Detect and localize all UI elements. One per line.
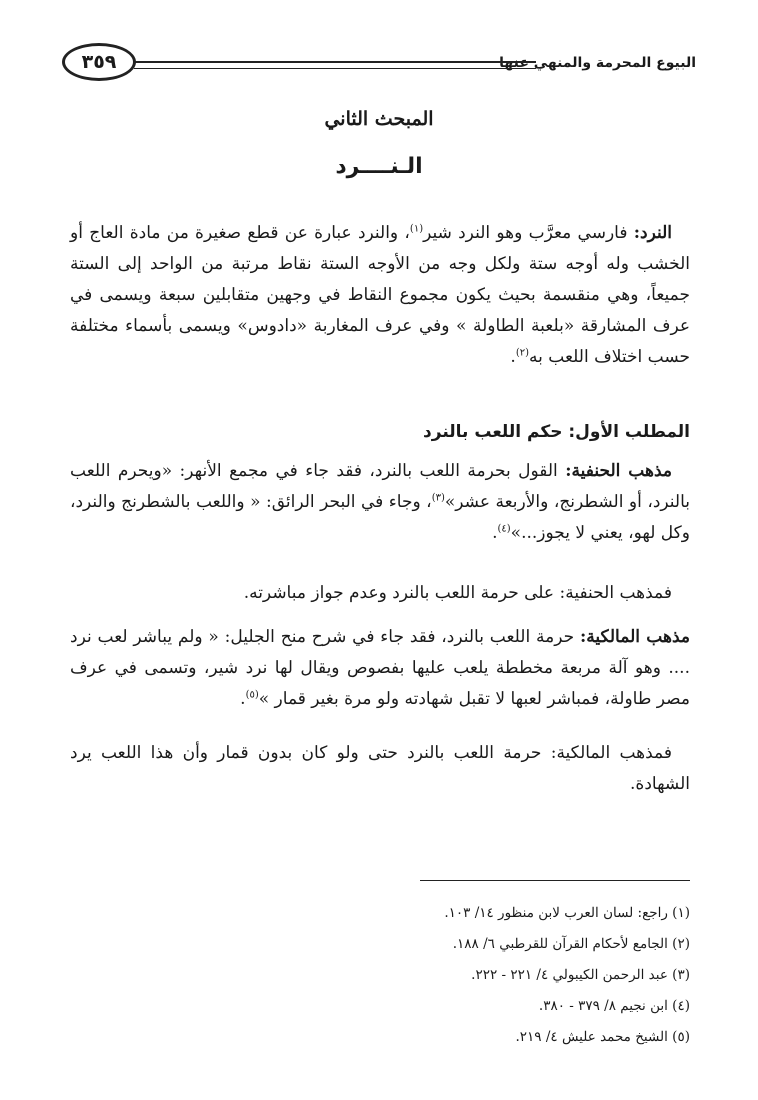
- footnote-ref-2: (٢): [515, 347, 530, 359]
- footnote-item: (٤) ابن نجيم ٨/ ٣٧٩ - ٣٨٠.: [538, 998, 690, 1014]
- footnote-item: (١) راجع: لسان العرب لابن منظور ١٤/ ١٠٣.: [444, 905, 690, 921]
- running-header: [62, 40, 696, 80]
- hanafi-lead: مذهب الحنفية:: [565, 461, 672, 481]
- maliki-summary: فمذهب المالكية: حرمة اللعب بالنرد حتى ولو كان بدون قمار وأن هذا اللعب يرد الشهادة.: [70, 743, 690, 794]
- section-heading: الـنــــرد: [335, 154, 423, 179]
- footnote-separator: [420, 880, 690, 881]
- intro-text-c: .: [510, 347, 516, 367]
- intro-paragraph: [70, 218, 690, 373]
- hanafi-text-a: القول بحرمة اللعب بالنرد، فقد جاء في مجمع الأنهر: «ويحرم اللعب بالنرد، أو الشطرنج، والأربعة عشر»: [70, 461, 691, 512]
- maliki-lead: مذهب المالكية:: [579, 627, 690, 647]
- intro-lead: النرد:: [633, 223, 672, 243]
- hanafi-text-c: .: [492, 523, 498, 543]
- hanafi-text-b: ، وجاء في البحر الرائق: « واللعب بالشطرنج والنرد، وكل لهو، يعني لا يجوز...»: [70, 492, 690, 543]
- footnote-ref-1: (١): [409, 223, 424, 235]
- intro-text-a: فارسي معرَّب وهو النرد شير: [423, 223, 634, 243]
- section-label: المبحث الثاني: [324, 108, 434, 130]
- header-rule: [134, 61, 536, 69]
- hanafi-summary: فمذهب الحنفية: على حرمة اللعب بالنرد وعدم جواز مباشرته.: [243, 583, 672, 603]
- subsection-heading: المطلب الأول: حكم اللعب بالنرد: [423, 422, 690, 442]
- maliki-paragraph: [70, 622, 690, 715]
- footnote-item: (٥) الشيخ محمد عليش ٤/ ٢١٩.: [515, 1029, 690, 1045]
- intro-text-b: ، والنرد عبارة عن قطع صغيرة من مادة العاج أو الخشب وله أوجه ستة ولكل وجه من الأوجه الستة نقاط مرتبة من الواحد إلى الستة جميعاً، وهي منقسمة بحيث يكون مجموع النقاط في وجهين متقابلين سبعة ويسمى في عرف المشارقة «بلعبة الطاولة » وفي عرف المغاربة «دادوس» ويسمى بأسماء مختلفة حسب اختلاف اللعب به: [70, 223, 690, 367]
- footnotes-list: [70, 898, 690, 1053]
- footnote-ref-4: (٤): [497, 523, 511, 535]
- footnote-item: (٢) الجامع لأحكام القرآن للقرطبي ٦/ ١٨٨.: [452, 936, 690, 952]
- footnote-ref-5: (٥): [245, 689, 259, 701]
- footnote-item: (٣) عبد الرحمن الكيبولي ٤/ ٢٢١ - ٢٢٢.: [471, 967, 690, 983]
- maliki-text-b: .: [240, 689, 246, 709]
- maliki-text-a: حرمة اللعب بالنرد، فقد جاء في شرح منح الجليل: « ولم يباشر لعب نرد .... وهو آلة مربعة مخططة يلعب عليها بفصوص ويقال لها نرد شير، وتسمى في عرف مصر طاولة، فمباشر لعبها لا تقبل شهادته ولو مرة بغير قمار »: [70, 627, 690, 709]
- running-title: البيوع المحرمة والمنهي عنها: [499, 55, 696, 71]
- hanafi-paragraph: [70, 456, 690, 549]
- page-number: ٣٥٩: [62, 43, 136, 81]
- footnote-ref-3: (٣): [431, 492, 445, 504]
